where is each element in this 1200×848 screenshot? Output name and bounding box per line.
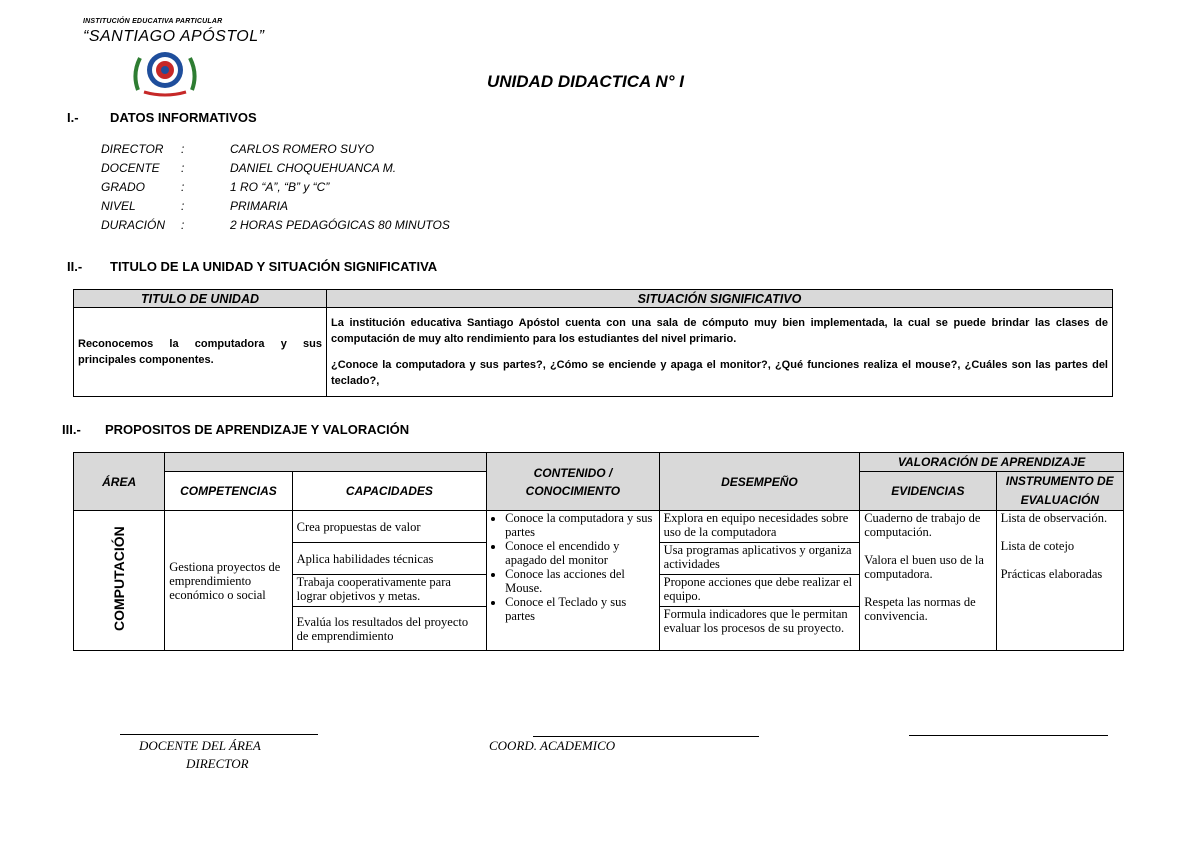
capacidad-3: Trabaja cooperativamente para lograr objetivos y metas. xyxy=(292,575,487,607)
evidencias-cell xyxy=(860,511,996,651)
instrumento-item: Lista de cotejo xyxy=(1000,539,1075,553)
competencias-header: COMPETENCIAS xyxy=(165,472,292,511)
desempeno-header: DESEMPEÑO xyxy=(659,453,860,511)
evidencia-item: Cuaderno de trabajo de computación. xyxy=(864,511,981,539)
desempeno-2: Usa programas aplicativos y organiza actividades xyxy=(659,543,860,575)
institution-name: “SANTIAGO APÓSTOL” xyxy=(83,28,265,45)
signature-director: DIRECTOR xyxy=(186,756,249,771)
section-1-heading xyxy=(67,110,257,125)
situation-cell xyxy=(327,308,1113,397)
competencia-cell: Gestiona proyectos de emprendimiento económico o social xyxy=(165,511,292,651)
unit-title: UNIDAD DIDACTICA N° I xyxy=(487,72,684,91)
area-cell xyxy=(74,511,165,651)
unit-title-header: TITULO DE UNIDAD xyxy=(74,290,327,308)
section-1-number: I.- xyxy=(67,110,79,125)
signature-line-coord xyxy=(533,736,759,737)
purposes-table xyxy=(73,452,1124,651)
instrumento-item: Prácticas elaboradas xyxy=(1000,567,1103,581)
unit-title-cell: Reconocemos la computadora y sus principales componentes. xyxy=(74,308,327,397)
section-3-title: PROPOSITOS DE APRENDIZAJE Y VALORACIÓN xyxy=(105,422,410,437)
evidencias-header: EVIDENCIAS xyxy=(860,472,996,511)
info-grado: GRADO : 1 RO “A”, “B” y “C” xyxy=(101,180,330,194)
situation-header: SITUACIÓN SIGNIFICATIVO xyxy=(327,290,1113,308)
info-docente: DOCENTE : DANIEL CHOQUEHUANCA M. xyxy=(101,161,397,175)
instrumento-header: INSTRUMENTO DE EVALUACIÓN xyxy=(996,472,1123,511)
area-header: ÁREA xyxy=(74,453,165,511)
instrumentos-cell xyxy=(996,511,1123,651)
situation-paragraph-1: La institución educativa Santiago Apóstol cuenta con una sala de cómputo muy bien implementada, la cual se puede brindar las clases de computación de muy alto rendimiento para los estudiantes del nivel primario. xyxy=(331,317,1108,345)
evidencia-item: Valora el buen uso de la computadora. xyxy=(864,553,984,581)
school-crest-icon xyxy=(130,46,200,98)
section-3-number: III.- xyxy=(62,422,81,437)
instrumento-item: Lista de observación. xyxy=(1000,511,1108,525)
section-1-title: DATOS INFORMATIVOS xyxy=(110,110,257,125)
section-2-heading xyxy=(67,259,437,274)
capacidad-4: Evalúa los resultados del proyecto de emprendimiento xyxy=(292,607,487,651)
competencias-group-header xyxy=(165,453,487,472)
signature-line-docente xyxy=(120,734,318,735)
contenido-cell xyxy=(487,511,659,651)
desempeno-4: Formula indicadores que le permitan evaluar los procesos de su proyecto. xyxy=(659,607,860,651)
institution-type: INSTITUCIÓN EDUCATIVA PARTICULAR xyxy=(83,18,223,25)
section-3-heading xyxy=(62,422,409,437)
situation-paragraph-2: ¿Conoce la computadora y sus partes?, ¿Cómo se enciende y apaga el monitor?, ¿Qué funciones realiza el mouse?, ¿Cuáles son las partes del teclado?, xyxy=(331,359,1108,387)
contenido-item: • Conoce el Teclado y sus partes xyxy=(505,595,654,623)
info-duracion: DURACIÓN : 2 HORAS PEDAGÓGICAS 80 MINUTOS xyxy=(101,218,450,232)
contenido-item: • Conoce las acciones del Mouse. xyxy=(505,567,654,595)
section-2-title: TITULO DE LA UNIDAD Y SITUACIÓN SIGNIFICATIVA xyxy=(110,259,438,274)
area-label: COMPUTACIÓN xyxy=(111,525,128,631)
contenido-item: • Conoce el encendido y apagado del monitor xyxy=(505,539,654,567)
signature-line-director xyxy=(909,735,1108,736)
desempeno-3: Propone acciones que debe realizar el equipo. xyxy=(659,575,860,607)
capacidad-1: Crea propuestas de valor xyxy=(292,511,487,543)
signature-coord: COORD. ACADEMICO xyxy=(489,738,616,753)
signature-docente: DOCENTE DEL ÁREA xyxy=(139,738,261,753)
contenido-header: CONTENIDO / CONOCIMIENTO xyxy=(487,453,659,511)
capacidades-header: CAPACIDADES xyxy=(292,472,487,511)
desempeno-1: Explora en equipo necesidades sobre uso de la computadora xyxy=(659,511,860,543)
info-nivel: NIVEL : PRIMARIA xyxy=(101,199,289,213)
capacidad-2: Aplica habilidades técnicas xyxy=(292,543,487,575)
evidencia-item: Respeta las normas de convivencia. xyxy=(864,595,976,623)
info-director: DIRECTOR : CARLOS ROMERO SUYO xyxy=(101,142,375,156)
valoracion-header: VALORACIÓN DE APRENDIZAJE xyxy=(860,453,1124,472)
section-2-number: II.- xyxy=(67,259,83,274)
contenido-item: • Conoce la computadora y sus partes xyxy=(505,511,654,539)
unit-situation-table xyxy=(73,289,1113,397)
